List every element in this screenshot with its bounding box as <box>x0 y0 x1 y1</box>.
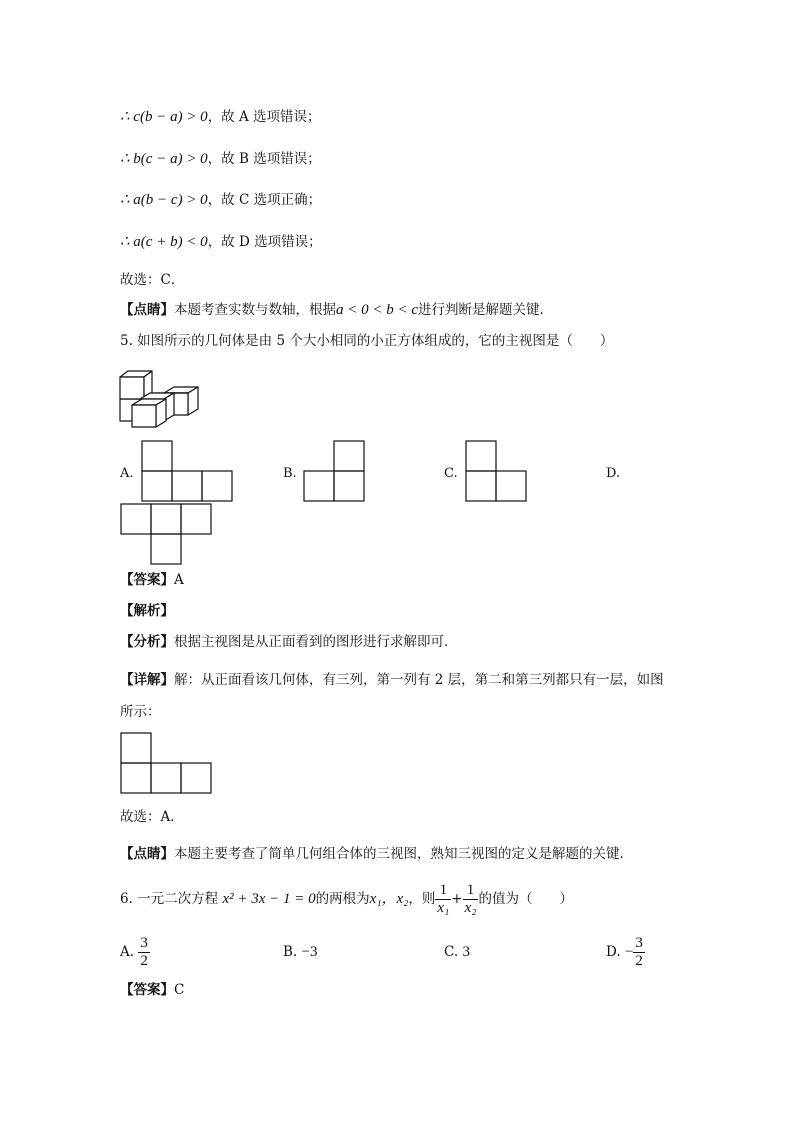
q5-option-d-label: D. <box>606 466 621 481</box>
q5-option-c-label: C. <box>444 466 458 481</box>
q5-answer <box>120 570 184 590</box>
conclusion-b-text: ，故 B 选项错误； <box>207 151 321 167</box>
q6-mid: 的两根为 <box>315 891 370 907</box>
q6-option-a <box>120 932 150 972</box>
q6-frac-1-num: 1 <box>435 882 451 900</box>
q5-choice: 故选：A． <box>120 809 184 825</box>
conclusion-b-math: ∴ b(c − a) > 0 <box>120 151 208 167</box>
q6-option-c-value: 3 <box>462 944 470 960</box>
conclusion-a <box>120 107 321 127</box>
q6-option-d <box>606 932 645 972</box>
q5-comment-tag: 【点睛】 <box>120 846 174 862</box>
conclusion-a-text: ，故 A 选项错误； <box>207 109 321 125</box>
q5-detail <box>120 670 664 690</box>
q4-comment-post: 进行判断是解题关键． <box>418 302 554 318</box>
q5-option-c-figure <box>465 440 527 502</box>
conclusion-c <box>120 190 321 210</box>
q6-option-b <box>283 932 317 972</box>
q6-prefix: 6. 一元二次方程 <box>120 891 219 907</box>
q5-option-a-figure <box>141 440 233 502</box>
q6-option-d-sign: − <box>624 944 634 960</box>
conclusion-b <box>120 149 321 169</box>
q5-comment <box>120 844 633 864</box>
q4-choice: 故选：C． <box>120 272 185 288</box>
q6-option-a-frac <box>138 935 150 970</box>
q4-comment-pre: 本题考查实数与数轴，根据 <box>174 302 336 318</box>
q6-option-d-label: D. <box>606 944 621 960</box>
q5-3d-figure <box>118 363 208 433</box>
q5-option-b-figure <box>303 440 365 502</box>
q6-answer <box>120 980 184 1000</box>
q6-option-c <box>444 932 470 972</box>
q5-analysis-tag <box>120 601 174 621</box>
q6-option-b-label: B. <box>283 944 298 960</box>
conclusion-d <box>120 232 322 252</box>
q6-frac-1 <box>435 882 451 917</box>
q5-answer-value: A <box>174 572 184 588</box>
conclusion-c-text: ，故 C 选项正确； <box>207 192 322 208</box>
q6-option-d-num: 3 <box>635 935 643 951</box>
conclusion-a-math: ∴ c(b − a) > 0 <box>120 109 208 125</box>
q6-suffix: 的值为（ ） <box>478 891 573 907</box>
q5-solution-figure <box>120 732 212 794</box>
q6-option-a-num: 3 <box>140 935 148 951</box>
q5-option-a-label: A. <box>120 466 134 481</box>
q5-comment-text: 本题主要考查了简单几何组合体的三视图，熟知三视图的定义是解题的关键． <box>174 846 633 862</box>
q6-roots: x₁，x₂ <box>369 891 409 907</box>
conclusion-d-math: ∴ a(c + b) < 0 <box>120 234 208 250</box>
q5-question: 5. 如图所示的几何体是由 5 个大小相同的小正方体组成的，它的主视图是（ ） <box>120 333 614 349</box>
q5-detail-line1: 解：从正面看该几何体，有三列，第一列有 2 层，第二和第三列都只有一层，如图 <box>174 672 664 688</box>
q5-detail-line2: 所示： <box>120 704 161 720</box>
q4-comment <box>120 300 553 320</box>
q6-frac-2-den: x₂ <box>464 900 477 916</box>
q6-question <box>120 879 573 919</box>
conclusion-d-text: ，故 D 选项错误； <box>207 234 322 250</box>
q6-frac-1-den: x₁ <box>437 900 450 916</box>
q6-answer-value: C <box>174 982 185 998</box>
conclusion-c-math: ∴ a(b − c) > 0 <box>120 192 208 208</box>
q4-comment-tag: 【点睛】 <box>120 302 174 318</box>
q6-option-c-label: C. <box>444 944 459 960</box>
q6-answer-tag: 【答案】 <box>120 982 174 998</box>
q6-option-d-frac <box>633 935 645 970</box>
q6-option-a-den: 2 <box>140 953 148 969</box>
q5-detail-tag: 【详解】 <box>120 672 174 688</box>
q5-fenxi-text: 根据主视图是从正面看到的图形进行求解即可． <box>174 634 458 650</box>
q6-plus: + <box>451 891 463 907</box>
q6-option-a-label: A. <box>120 944 135 960</box>
q6-frac-2 <box>463 882 479 917</box>
q6-equation: x² + 3x − 1 = 0 <box>222 891 316 907</box>
q5-option-b-label: B. <box>283 466 297 481</box>
q5-analysis-tag-text: 【解析】 <box>120 603 174 619</box>
q6-option-d-den: 2 <box>635 953 643 969</box>
q4-comment-math: a < 0 < b < c <box>336 302 419 318</box>
q6-option-b-value: −3 <box>301 944 318 960</box>
q5-option-d-figure <box>120 503 212 565</box>
q6-frac-2-num: 1 <box>463 882 479 900</box>
q5-fenxi-tag: 【分析】 <box>120 634 174 650</box>
q5-fenxi <box>120 632 458 652</box>
q6-then: ，则 <box>408 891 436 907</box>
q5-answer-tag: 【答案】 <box>120 572 174 588</box>
